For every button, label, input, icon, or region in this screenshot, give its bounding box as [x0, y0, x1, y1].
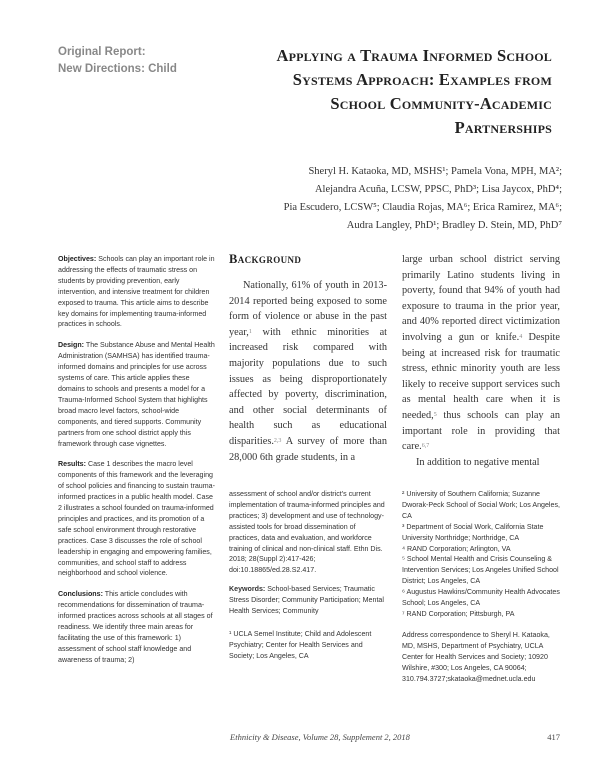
- citation-ref: 5: [433, 411, 437, 418]
- body-text-segment: thus schools can play an important role in providing that care.: [402, 409, 560, 453]
- title-line: Systems Approach: Examples from: [292, 70, 552, 89]
- background-column-2: [402, 252, 560, 470]
- affiliation-1: ¹ UCLA Semel Institute; Child and Adolescent Psychiatry; Center for Health Services and Society; Los Angeles, CA: [229, 629, 372, 660]
- abstract-conclusions: [58, 589, 215, 665]
- citation-ref: 2,3: [273, 437, 282, 444]
- abstract-objectives: [58, 254, 215, 330]
- keywords: [229, 584, 387, 617]
- report-type: Original Report:: [58, 46, 146, 58]
- abstract-sidebar: [58, 254, 215, 676]
- objectives-label: Objectives:: [58, 255, 97, 263]
- abstract-continuation: [229, 489, 387, 670]
- affiliation: ² University of Southern California; Suzanne Dworak-Peck School of Social Work; Los Angeles, CA: [402, 490, 560, 520]
- design-text: The Substance Abuse and Mental Health Administration (SAMHSA) has identified trauma-informed domains and principles for use across systems of care. This article applies these domains to schools and presents a model for a Trauma-Informed School System that highlights broad macro level factors, school-wide components, and tiered supports. Community partners from one school district apply this framework through case vignettes.: [58, 341, 215, 448]
- affiliation: ³ Department of Social Work, California State University Northridge; Northridge, CA: [402, 522, 544, 542]
- correspondence: Address correspondence to Sheryl H. Kataoka, MD, MSHS, Department of Psychiatry, UCLA Center for Health Services and Society; 10920 Wilshire, #300; Los Angeles, CA 90064; 310.794.3727;skataoka@mednet.ucla.edu: [402, 630, 550, 683]
- background-column-1: [229, 252, 387, 465]
- keywords-text: School-based Services; Traumatic Stress Disorder; Community Participation; Mental Health Services; Community: [229, 585, 384, 616]
- affiliation: ⁷ RAND Corporation; Pittsburgh, PA: [402, 609, 515, 618]
- abstract-design: [58, 340, 215, 449]
- body-text-segment: A survey of more than 28,000 6th grade students, in a: [229, 435, 387, 463]
- author-line: Pia Escudero, LCSW⁵; Claudia Rojas, MA⁶; Erica Ramirez, MA⁶;: [283, 202, 562, 213]
- title-line: Applying a Trauma Informed School: [276, 46, 552, 65]
- citation-ref: 6,7: [421, 443, 430, 450]
- body-paragraph-start: In addition to negative mental: [416, 456, 540, 468]
- author-list: [262, 163, 562, 235]
- keywords-label: Keywords:: [229, 585, 266, 594]
- affiliation: ⁵ School Mental Health and Crisis Counseling & Intervention Services; Los Angeles Unified School District; Los Angeles, CA: [402, 555, 559, 586]
- background-paragraph: [402, 252, 560, 470]
- affiliations: [402, 489, 562, 692]
- design-label: Design:: [58, 341, 85, 350]
- report-section: New Directions: Child: [58, 63, 177, 75]
- section-heading: Background: [229, 252, 302, 266]
- objectives-text: Schools can play an important role in addressing the effects of traumatic stress on students by providing prevention, early intervention, and intensive treatment for children exposed to trauma. This article aims to describe key domains for implementing trauma-informed practices in schools.: [58, 255, 215, 329]
- page-number: 417: [547, 732, 560, 742]
- results-text: Case 1 describes the macro level components of this framework and the leveraging of school policies and financing to sustain trauma-informed practices in a public health model. Case 2 illustrates a school founded on trauma-informed principles and practices, and its promotion of a safe school environment through restorative practices. Case 3 discusses the role of school leadership in engaging and empowering families, communities, and school staff to address neighborhood and school violence.: [58, 460, 215, 578]
- abstract-results: [58, 459, 215, 579]
- citation-ref: 4: [519, 333, 523, 340]
- author-line: Alejandra Acuña, LCSW, PPSC, PhD³; Lisa Jaycox, PhD⁴;: [314, 184, 562, 195]
- conclusions-label: Conclusions:: [58, 590, 103, 599]
- article-title: [250, 44, 552, 140]
- title-line: School Community-Academic: [330, 94, 552, 113]
- title-line: Partnerships: [454, 118, 552, 137]
- body-text-segment: Nationally, 61% of youth in 2013-2014 reported being exposed to some form of violence or abuse in the past year,: [229, 280, 387, 338]
- affiliation: ⁴ RAND Corporation; Arlington, VA: [402, 544, 511, 553]
- footer-journal: Ethnicity & Disease, Volume 28, Supplement 2, 2018: [230, 732, 410, 742]
- author-line: Audra Langley, PhD¹; Bradley D. Stein, MD, PhD⁷: [346, 220, 562, 231]
- author-line: Sheryl H. Kataoka, MD, MSHS¹; Pamela Vona, MPH, MA²;: [308, 166, 562, 177]
- report-label: [58, 44, 228, 78]
- body-text-segment: large urban school district serving primarily Latino students living in poverty, found that 94% of youth had exposure to trauma in the prior year, and 40% reported direct victimization involving a gun or knife.: [402, 254, 560, 343]
- abstract-continuation-text: assessment of school and/or district's current implementation of trauma-informed principles and practices; 3) development and use of technology-assisted tools for broad dissemination of practices, data and evaluation, and workforce training of clinical and non-clinical staff. Ethn Dis. 2018; 28(Suppl 2):417-426; doi:10.18865/ed.28.S2.417.: [229, 490, 385, 575]
- conclusions-text: This article concludes with recommendations for dissemination of trauma-informed practices across schools at all stages of readiness. We identify three main areas for facilitating the use of this framework: 1) assessment of school staff knowledge and awareness of trauma; 2): [58, 590, 213, 664]
- results-label: Results:: [58, 460, 86, 469]
- background-paragraph: [229, 278, 387, 465]
- body-text-segment: with ethnic minorities at increased risk compared with majority populations due to such issues as being disproportionately affected by poverty, discrimination, and other social determinants of health such as educational disparities.: [229, 326, 387, 447]
- affiliation: ⁶ Augustus Hawkins/Community Health Advocates School; Los Angeles, CA: [402, 588, 560, 608]
- citation-ref: 1: [248, 328, 252, 335]
- body-text-segment: Despite being at increased risk for traumatic stress, ethnic minority youth are less likely to receive support services such as mental health care when it is needed,: [402, 331, 560, 421]
